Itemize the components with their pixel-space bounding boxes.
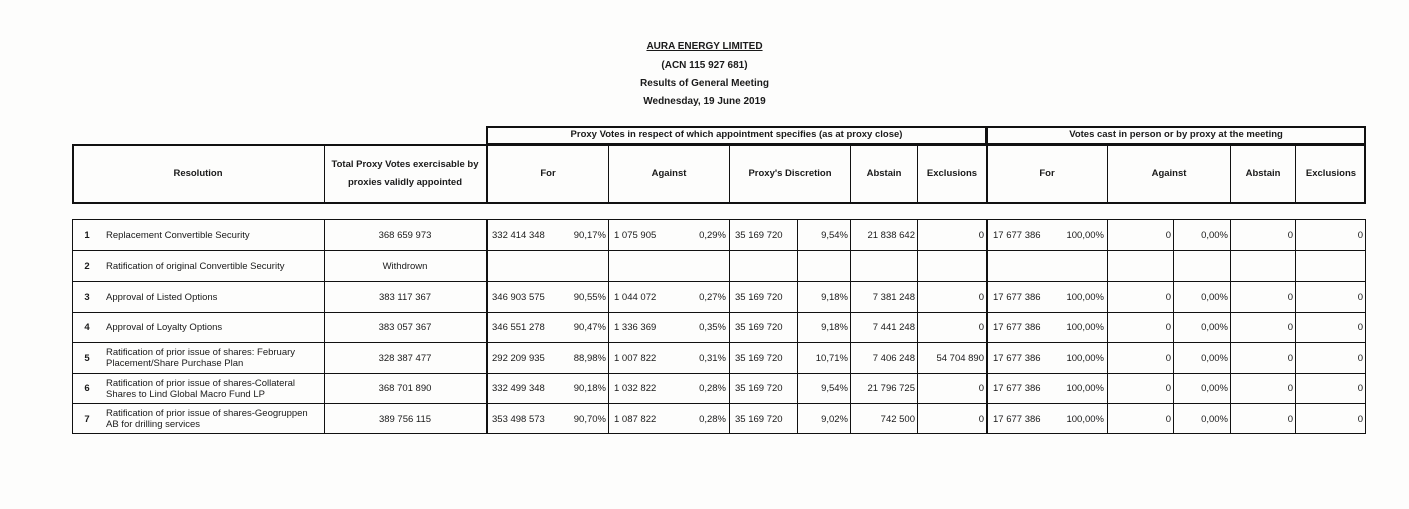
meeting-abstain-votes: 0	[1287, 352, 1293, 364]
body-divider	[1230, 219, 1231, 434]
exclusion-votes: 0	[978, 413, 984, 425]
against-percent	[672, 251, 726, 281]
against-votes: 1 044 072	[614, 291, 657, 303]
meeting-exclusion-votes: 0	[1357, 229, 1363, 241]
meeting-against-votes: 0	[1165, 352, 1171, 364]
for-percent: 90,70%	[573, 413, 606, 425]
body-divider	[608, 219, 609, 434]
abstain-votes: 7 381 248	[872, 291, 915, 303]
meeting-against-percent	[1176, 251, 1228, 281]
discretion-votes: 35 169 720	[735, 322, 783, 333]
meeting-against-percent: 0,00%	[1201, 291, 1228, 303]
meeting-against-votes: 0	[1165, 413, 1171, 425]
against-percent: 0,27%	[699, 291, 726, 303]
meeting-abstain-votes: 0	[1287, 322, 1293, 333]
total-proxy-votes: 383 057 367	[378, 322, 432, 333]
header-divider	[324, 144, 325, 204]
exclusion-votes	[919, 251, 984, 281]
for-percent	[555, 251, 606, 281]
meeting-for-votes: 17 677 386	[993, 322, 1041, 333]
meeting-for-percent: 100,00%	[1066, 291, 1104, 303]
body-divider	[324, 219, 325, 434]
against-votes: 1 336 369	[614, 322, 657, 333]
against-percent: 0,35%	[699, 322, 726, 333]
meeting-against-votes	[1109, 251, 1171, 281]
resolution-number: 2	[84, 260, 90, 272]
discretion-votes: 35 169 720	[735, 291, 783, 303]
exclusion-votes: 0	[978, 322, 984, 333]
for-votes: 346 551 278	[492, 322, 545, 333]
total-proxy-votes: 328 387 477	[378, 352, 432, 364]
meeting-for-votes: 17 677 386	[993, 229, 1041, 241]
proxy-group-label: Proxy Votes in respect of which appointment specifies (as at proxy close)	[570, 129, 903, 140]
for-percent: 90,17%	[573, 229, 606, 241]
for-votes: 292 209 935	[492, 352, 545, 364]
against-votes: 1 087 822	[614, 413, 657, 425]
resolution-name: Ratification of prior issue of shares: February Placement/Share Purchase Plan	[106, 347, 296, 369]
meeting-against-percent: 0,00%	[1201, 352, 1228, 364]
against-votes	[614, 251, 674, 281]
abstain-votes: 7 441 248	[872, 322, 915, 333]
col-meeting-abstain: Abstain	[1245, 168, 1281, 179]
resolution-number: 5	[84, 352, 90, 364]
against-percent: 0,31%	[699, 352, 726, 364]
meeting-for-percent: 100,00%	[1066, 352, 1104, 364]
meeting-exclusion-votes: 0	[1357, 413, 1363, 425]
abstain-votes: 742 500	[880, 413, 915, 425]
company-acn: (ACN 115 927 681)	[661, 60, 748, 71]
meeting-for-votes	[993, 251, 1053, 281]
body-divider	[850, 219, 851, 434]
body-divider	[1173, 219, 1174, 434]
discretion-percent: 9,02%	[821, 413, 848, 425]
against-votes: 1 007 822	[614, 352, 657, 364]
against-percent: 0,29%	[699, 229, 726, 241]
total-proxy-votes: 368 659 973	[378, 229, 432, 241]
body-divider	[1107, 219, 1108, 434]
meeting-abstain-votes: 0	[1287, 229, 1293, 241]
discretion-percent: 9,54%	[821, 229, 848, 241]
abstain-votes: 21 838 642	[867, 229, 915, 241]
resolution-name: Approval of Loyalty Options	[106, 322, 223, 333]
discretion-percent: 9,18%	[821, 291, 848, 303]
for-votes: 353 498 573	[492, 413, 545, 425]
meeting-for-percent: 100,00%	[1066, 383, 1104, 394]
discretion-percent: 10,71%	[815, 352, 848, 364]
discretion-percent: 9,18%	[821, 322, 848, 333]
col-exclusions: Exclusions	[926, 168, 978, 179]
meeting-for-votes: 17 677 386	[993, 352, 1041, 364]
resolution-name: Ratification of original Convertible Security	[106, 260, 285, 272]
meeting-exclusion-votes: 0	[1357, 383, 1363, 394]
against-votes: 1 075 905	[614, 229, 657, 241]
resolution-number: 3	[84, 291, 90, 303]
col-against: Against	[651, 168, 687, 179]
for-percent: 90,18%	[573, 383, 606, 394]
for-votes	[492, 251, 558, 281]
body-divider	[1295, 219, 1296, 434]
exclusion-votes: 54 704 890	[936, 352, 984, 364]
for-votes: 346 903 575	[492, 291, 545, 303]
against-percent: 0,28%	[699, 383, 726, 394]
body-divider	[486, 219, 488, 434]
meeting-for-percent	[1050, 251, 1104, 281]
discretion-percent: 9,54%	[821, 383, 848, 394]
for-votes: 332 499 348	[492, 383, 545, 394]
for-percent: 88,98%	[573, 352, 606, 364]
resolution-name: Replacement Convertible Security	[106, 229, 250, 241]
for-votes: 332 414 348	[492, 229, 545, 241]
resolution-number: 6	[84, 383, 90, 394]
for-percent: 90,55%	[573, 291, 606, 303]
total-proxy-votes: 383 117 367	[378, 291, 432, 303]
meeting-exclusion-votes: 0	[1357, 322, 1363, 333]
meeting-abstain-votes	[1232, 251, 1293, 281]
abstain-votes: 21 796 725	[867, 383, 915, 394]
company-name: AURA ENERGY LIMITED	[646, 41, 763, 52]
meeting-against-votes: 0	[1165, 229, 1171, 241]
exclusion-votes: 0	[978, 383, 984, 394]
col-meeting-against: Against	[1151, 168, 1187, 179]
discretion-votes: 35 169 720	[735, 383, 783, 394]
document-title: Results of General Meeting	[640, 78, 769, 89]
meeting-against-votes: 0	[1165, 291, 1171, 303]
meeting-abstain-votes: 0	[1287, 383, 1293, 394]
col-discretion: Proxy's Discretion	[748, 168, 832, 179]
total-proxy-votes: 389 756 115	[378, 413, 432, 425]
against-percent: 0,28%	[699, 413, 726, 425]
meeting-exclusion-votes	[1297, 251, 1363, 281]
meeting-abstain-votes: 0	[1287, 413, 1293, 425]
meeting-group-label: Votes cast in person or by proxy at the meeting	[1069, 129, 1283, 140]
body-divider	[917, 219, 918, 434]
discretion-percent	[799, 251, 848, 281]
meeting-against-votes: 0	[1165, 322, 1171, 333]
meeting-against-percent: 0,00%	[1201, 322, 1228, 333]
body-divider	[797, 219, 798, 434]
meeting-for-votes: 17 677 386	[993, 383, 1041, 394]
meeting-for-percent: 100,00%	[1066, 413, 1104, 425]
discretion-votes: 35 169 720	[735, 229, 783, 241]
meeting-exclusion-votes: 0	[1357, 352, 1363, 364]
against-votes: 1 032 822	[614, 383, 657, 394]
body-divider	[986, 219, 988, 434]
abstain-votes: 7 406 248	[872, 352, 915, 364]
col-meeting-exclusions: Exclusions	[1305, 168, 1357, 179]
meeting-for-votes: 17 677 386	[993, 291, 1041, 303]
discretion-votes: 35 169 720	[735, 413, 783, 425]
meeting-against-percent: 0,00%	[1201, 229, 1228, 241]
resolution-name: Approval of Listed Options	[106, 291, 218, 303]
col-meeting-for: For	[1039, 168, 1055, 179]
exclusion-votes: 0	[978, 291, 984, 303]
col-total-proxy: Total Proxy Votes exercisable by proxies validly appointed	[331, 159, 479, 188]
exclusion-votes: 0	[978, 229, 984, 241]
meeting-date: Wednesday, 19 June 2019	[643, 96, 766, 107]
meeting-for-votes: 17 677 386	[993, 413, 1041, 425]
resolution-number: 1	[84, 229, 90, 241]
resolution-number: 7	[84, 413, 90, 425]
for-percent: 90,47%	[573, 322, 606, 333]
meeting-against-votes: 0	[1165, 383, 1171, 394]
resolution-name: Ratification of prior issue of shares-Geogruppen AB for drilling services	[106, 408, 308, 430]
meeting-for-percent: 100,00%	[1066, 322, 1104, 333]
discretion-votes	[735, 251, 797, 281]
total-proxy-votes: Withdrown	[382, 260, 428, 272]
abstain-votes	[852, 251, 915, 281]
meeting-for-percent: 100,00%	[1066, 229, 1104, 241]
resolution-name: Ratification of prior issue of shares-Collateral Shares to Lind Global Macro Fund LP	[106, 377, 296, 400]
meeting-against-percent: 0,00%	[1201, 383, 1228, 394]
meeting-against-percent: 0,00%	[1201, 413, 1228, 425]
col-abstain: Abstain	[866, 168, 902, 179]
discretion-votes: 35 169 720	[735, 352, 783, 364]
body-divider	[729, 219, 730, 434]
meeting-abstain-votes: 0	[1287, 291, 1293, 303]
meeting-exclusion-votes: 0	[1357, 291, 1363, 303]
resolution-number: 4	[84, 322, 90, 333]
col-for: For	[540, 168, 556, 179]
col-resolution: Resolution	[173, 168, 223, 179]
total-proxy-votes: 368 701 890	[378, 383, 432, 394]
